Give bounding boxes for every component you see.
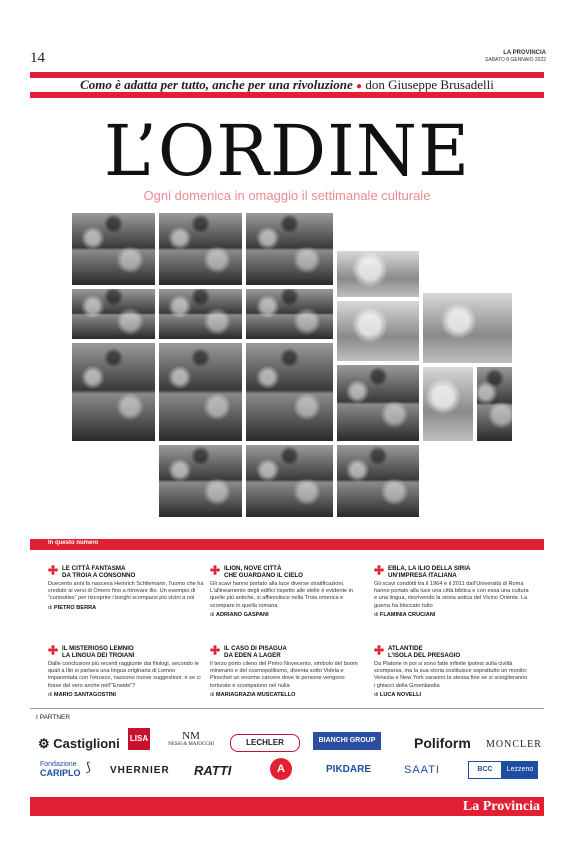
photo-tile [72,343,155,441]
flower-icon [374,645,384,655]
article-summary: Gli scavi condotti tra il 1964 e il 2011 dall’Università di Roma hanno portato alla luce una città biblica e con essa una cultura e una lingua, riscrivendo la storia antica del Vicino Oriente. La guerra ha bloccato tutto [374,581,529,609]
partner-logo-ratti: RATTI [194,763,232,778]
partner-logo-lisa: LISA [128,728,150,750]
photo-tile [246,213,333,285]
castiglioni-icon: ⚙ [38,736,50,751]
article-byline: di FLAMINIA CRUCIANI [374,611,436,618]
article-title: IL CASO DI PISAGUA DA EDEN A LAGER [210,645,366,659]
section-label-text: In questo numero [48,540,99,546]
partner-logo-cariplo-mark-icon: ⟆ [86,760,91,774]
article-item[interactable] [374,565,530,619]
partner-logo-lechler: LECHLER [230,734,300,752]
partner-logo-saati: SAATI [404,764,440,776]
article-title: LE CITTÀ FANTASMA DA TROIA A CONSONNO [48,565,204,579]
flower-icon [48,565,58,575]
article-item[interactable] [210,565,366,619]
article-item[interactable] [48,645,204,699]
article-title: IL MISTERIOSO LEMNIO LA LINGUA DEI TROIANI [48,645,204,659]
bullet-icon: ● [356,81,363,92]
article-summary: Gli scavi hanno portato alla luce diverse stratificazioni. L’allineamento degli edifici rispetto alle stelle è evidente in quelle più antiche, si affievolisce nella Troia omerica e scompare in quella romana [210,581,354,609]
article-byline: di MARIO SANTAGOSTINI [48,691,116,698]
photo-tile [159,289,242,339]
article-item[interactable] [210,645,366,699]
photo-tile [337,301,419,361]
article-byline: di PIETRO BERRA [48,604,97,611]
partner-logo-vhernier: VHERNIER [110,765,170,776]
article-summary: Dalle conclusioni più recenti raggiunte dai filologi, secondo le quali a Ilio si parlava una lingua originaria di Lemno imparentata con l’etrusco, nascono nuove suggestioni: e se ci fosse del vero anche nell’“Eneide”? [48,661,201,689]
article-summary: Il terzo porto cileno del Primo Novecento, simbolo del boom minerario e del cosmopolitismo, diventa sotto Videla e Pinochet un enorme carcere dove le persone vengono torturate e scompaiono nel nulla [210,661,358,689]
masthead-paper: LA PROVINCIA [503,50,546,56]
photo-tile [337,365,419,441]
photo-tile [159,445,242,517]
flower-icon [48,645,58,655]
photo-tile [337,445,419,517]
article-byline: di LUCA NOVELLI [374,691,422,698]
page-number: 14 [30,50,45,66]
flower-icon [210,565,220,575]
article-title: ATLANTIDE L’ISOLA DEL PRESAGIO [374,645,530,659]
photo-tile [72,289,155,339]
photo-tile [246,445,333,517]
photo-tile [477,367,512,441]
flower-icon [374,565,384,575]
masthead [485,50,546,64]
partner-logo-cariplo: Fondazione CARIPLO [40,761,81,778]
article-summary: Duecento anni fa nasceva Heinrich Schliemann, l’uomo che ha creduto ai versi di Omero fino a ritrovare Ilio. Un esempio di “curiosities” per riscoprire i borghi scomparsi più vicini a noi [48,581,204,602]
partner-logo-castiglioni: ⚙ Castiglioni [38,736,120,751]
partners-label: I PARTNER [36,714,71,721]
masthead-date: SABATO 8 GENNAIO 2022 [485,57,546,63]
flower-icon [210,645,220,655]
photo-tile [337,251,419,297]
partner-logo-a: A [270,758,292,780]
photo-tile [246,343,333,441]
article-byline: di MARIAGRAZIA MUSCATELLO [210,691,296,698]
photo-tile [246,289,333,339]
partner-logo-lezzeno: Lezzeno [502,761,538,779]
quote-text [30,78,544,94]
article-summary: Da Platone in poi si sono fatte infinite ipotesi sulla civiltà scomparsa, ma la sua storia costituisce soprattutto un monito: Venezia e New York saranno la stessa fine se si scioglieranno i ghiacci della Groenlandia [374,661,528,689]
photo-tile [423,293,512,363]
partner-logo-nessi-majocchi: NM NESSI & MAJOCCHI [168,730,214,747]
partner-logo-moncler: MONCLER [486,739,542,750]
photo-tile [72,213,155,285]
partners-divider [30,708,544,709]
article-item[interactable] [48,565,204,612]
photo-tile [159,213,242,285]
article-byline: di ADRIANO GASPANI [210,611,269,618]
partner-logo-pikdare: PIKDARE [326,764,372,775]
partner-logo-bianchi-group: BIANCHI GROUP [313,732,381,750]
article-title: ILION, NOVE CITTÀ CHE GUARDANO IL CIELO [210,565,366,579]
quote-author: don Giuseppe Brusadelli [365,77,494,92]
quote: Como è adatta per tutto, anche per una rivoluzione [80,77,353,92]
partner-logo-bcc: BCC [468,761,502,779]
photo-tile [159,343,242,441]
partner-logo-poliform: Poliform [414,735,471,751]
photo-tile [423,367,473,441]
page-title: L’ORDINE [103,110,471,192]
footer-brand: La Provincia [462,799,540,814]
page-subtitle: Ogni domenica in omaggio il settimanale culturale [143,188,431,203]
section-label [30,539,544,550]
cover-photo-mosaic [72,213,512,523]
article-title: EBLA, LA ILIO DELLA SIRIA UN’IMPRESA ITALIANA [374,565,530,579]
article-item[interactable] [374,645,530,699]
